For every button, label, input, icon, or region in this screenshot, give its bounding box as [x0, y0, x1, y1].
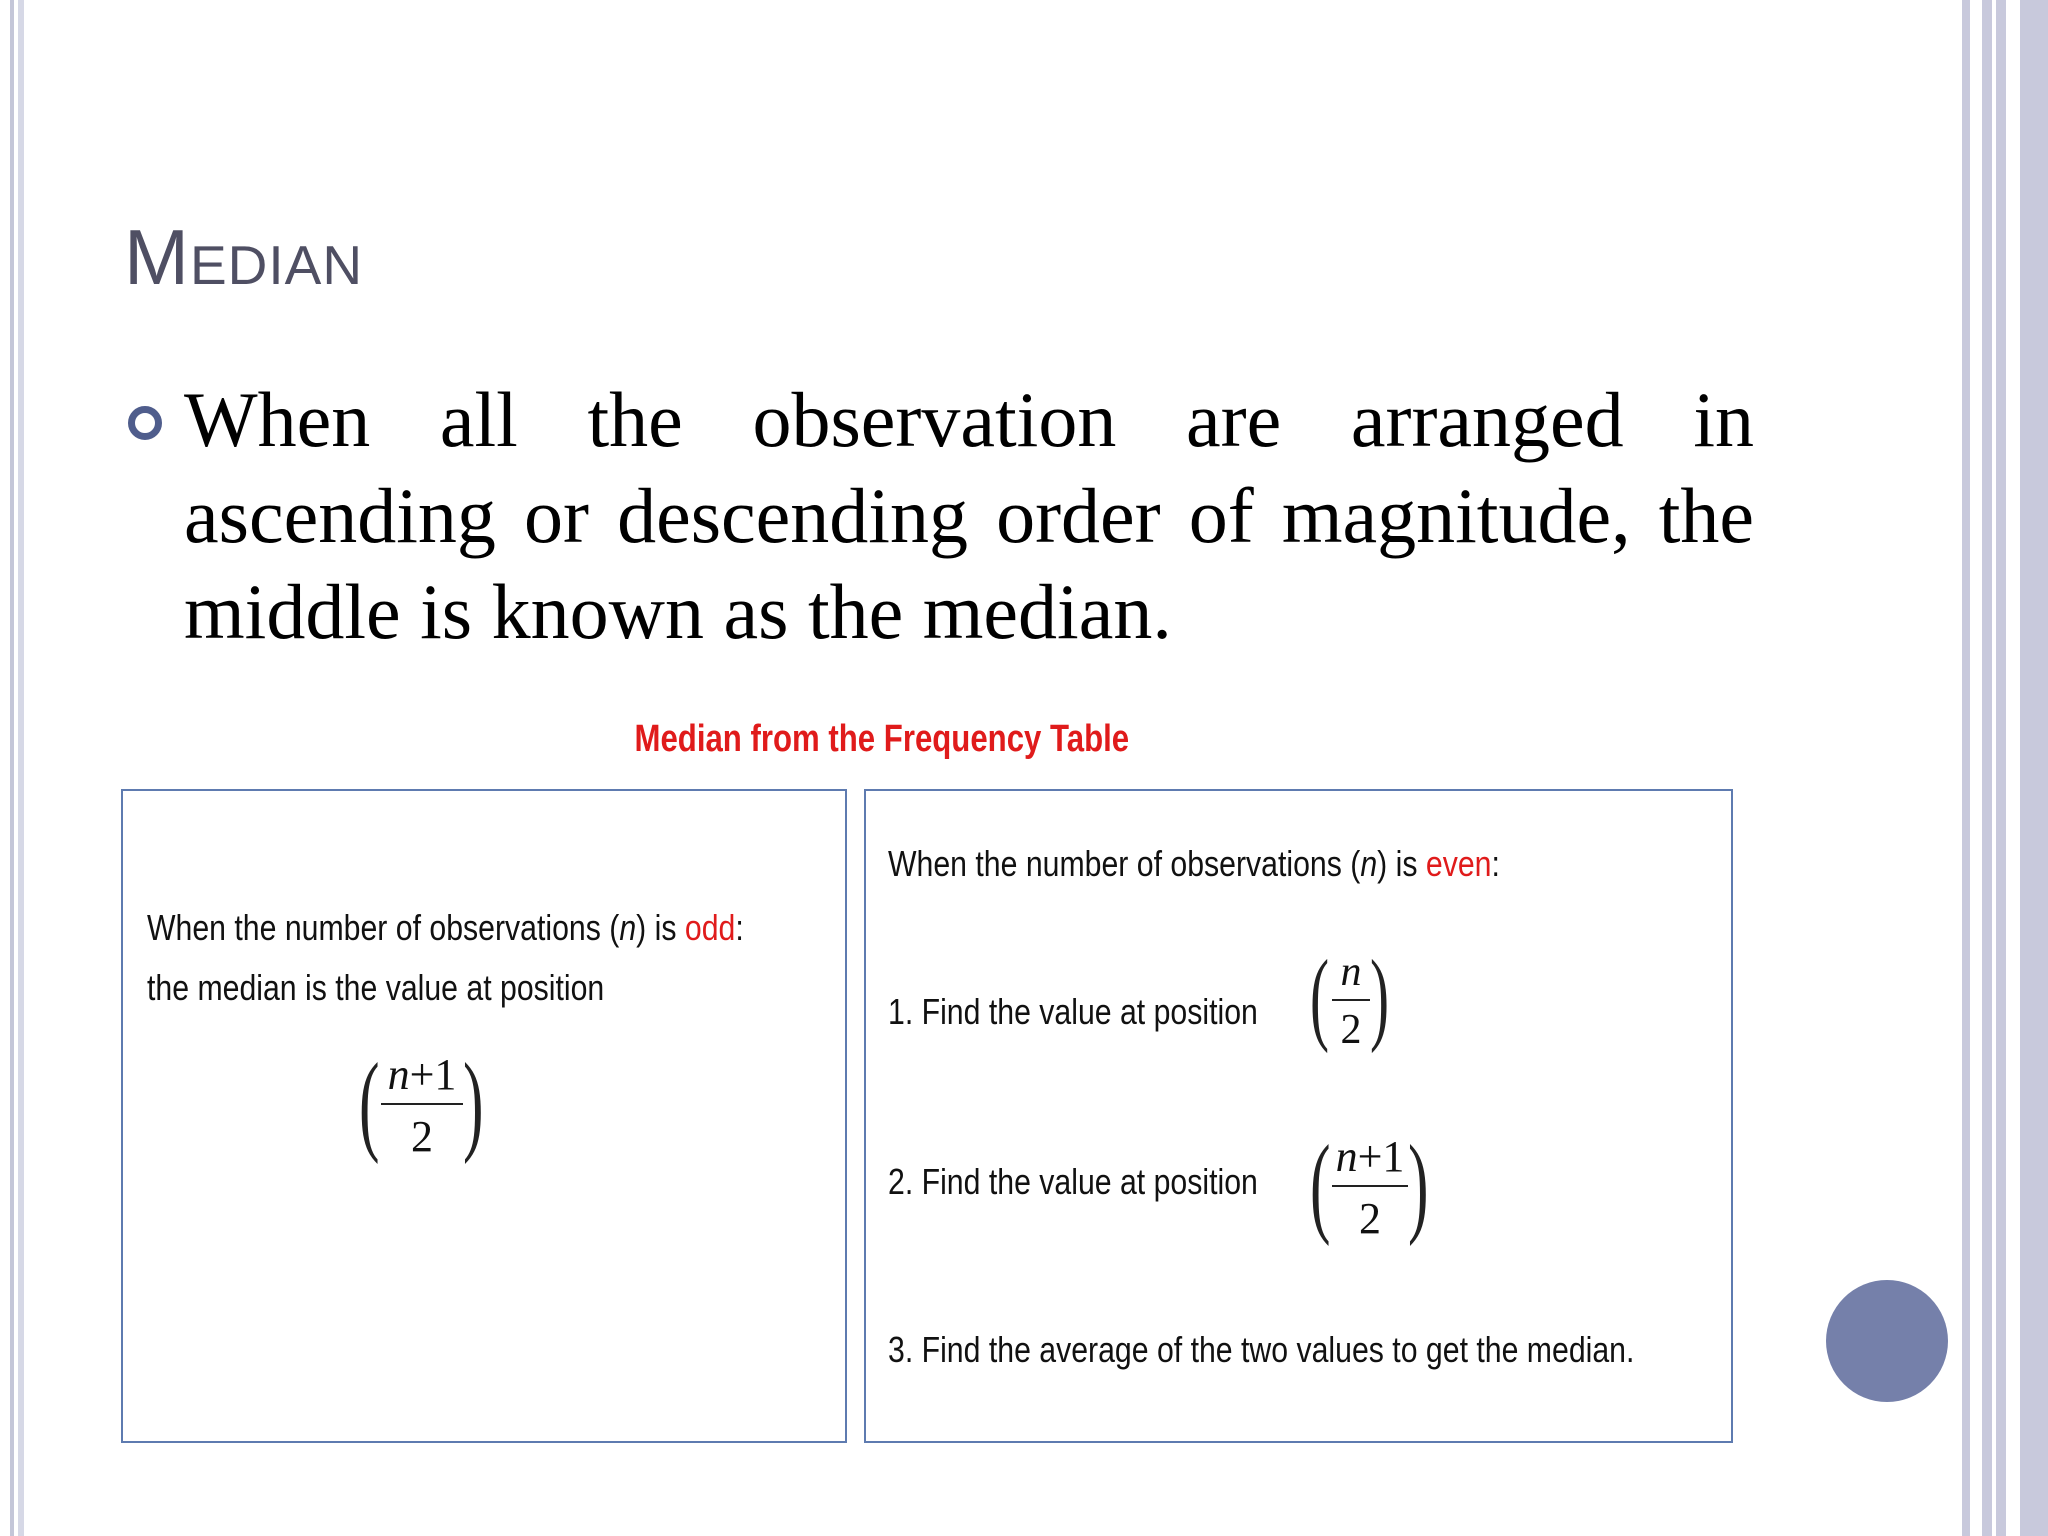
fraction-bar [381, 1103, 463, 1105]
bullet-text: When all the observation are arranged in ascending or descending order of magnitude, the middle is known as the median. [184, 376, 1754, 655]
fraction-bar [1332, 999, 1370, 1001]
step-1-text: 1. Find the value at position [888, 991, 1258, 1032]
right-paren: ) [1370, 939, 1390, 1054]
right-paren: ) [1408, 1123, 1429, 1247]
fraction-denominator: 2 [1359, 1194, 1381, 1243]
fraction-numerator: n+1 [1335, 1132, 1405, 1181]
fraction-denominator: 2 [1340, 1007, 1362, 1053]
step-2-formula [1310, 1123, 1434, 1247]
odd-position-formula [359, 1041, 499, 1165]
right-decorative-stripes [1962, 0, 2048, 1536]
step-2-fraction [1332, 1132, 1408, 1243]
variable-n: n [1360, 843, 1378, 884]
odd-fraction [381, 1050, 463, 1161]
fraction-numerator: n+1 [387, 1050, 457, 1099]
step-2-text: 2. Find the value at position [888, 1161, 1258, 1202]
left-paren: ( [359, 1041, 380, 1165]
step-1-formula [1310, 939, 1400, 1057]
hollow-circle-bullet-icon [128, 406, 162, 440]
odd-keyword: odd [684, 907, 736, 948]
fraction-numerator: n [1340, 949, 1362, 995]
left-paren: ( [1310, 939, 1330, 1054]
right-paren: ) [463, 1041, 484, 1165]
variable-n: n [619, 907, 637, 948]
step-1-fraction [1332, 951, 1370, 1051]
median-frequency-figure [118, 700, 1738, 1450]
fraction-denominator: 2 [411, 1112, 433, 1161]
slide-title: Median [124, 213, 364, 301]
left-paren: ( [1310, 1123, 1331, 1247]
even-condition-line: When the number of observations (n) is even: [888, 843, 1500, 884]
decorative-circle [1826, 1280, 1948, 1402]
even-keyword: even [1425, 843, 1492, 884]
left-decorative-rule [0, 0, 26, 1536]
odd-position-line: the median is the value at position [147, 967, 605, 1008]
figure-title: Median from the Frequency Table [634, 718, 1130, 760]
odd-case-box [121, 789, 847, 1443]
fraction-bar [1332, 1185, 1408, 1187]
odd-condition-line: When the number of observations (n) is odd: [147, 907, 744, 948]
even-case-box [864, 789, 1733, 1443]
step-3-text: 3. Find the average of the two values to get the median. [888, 1329, 1635, 1370]
